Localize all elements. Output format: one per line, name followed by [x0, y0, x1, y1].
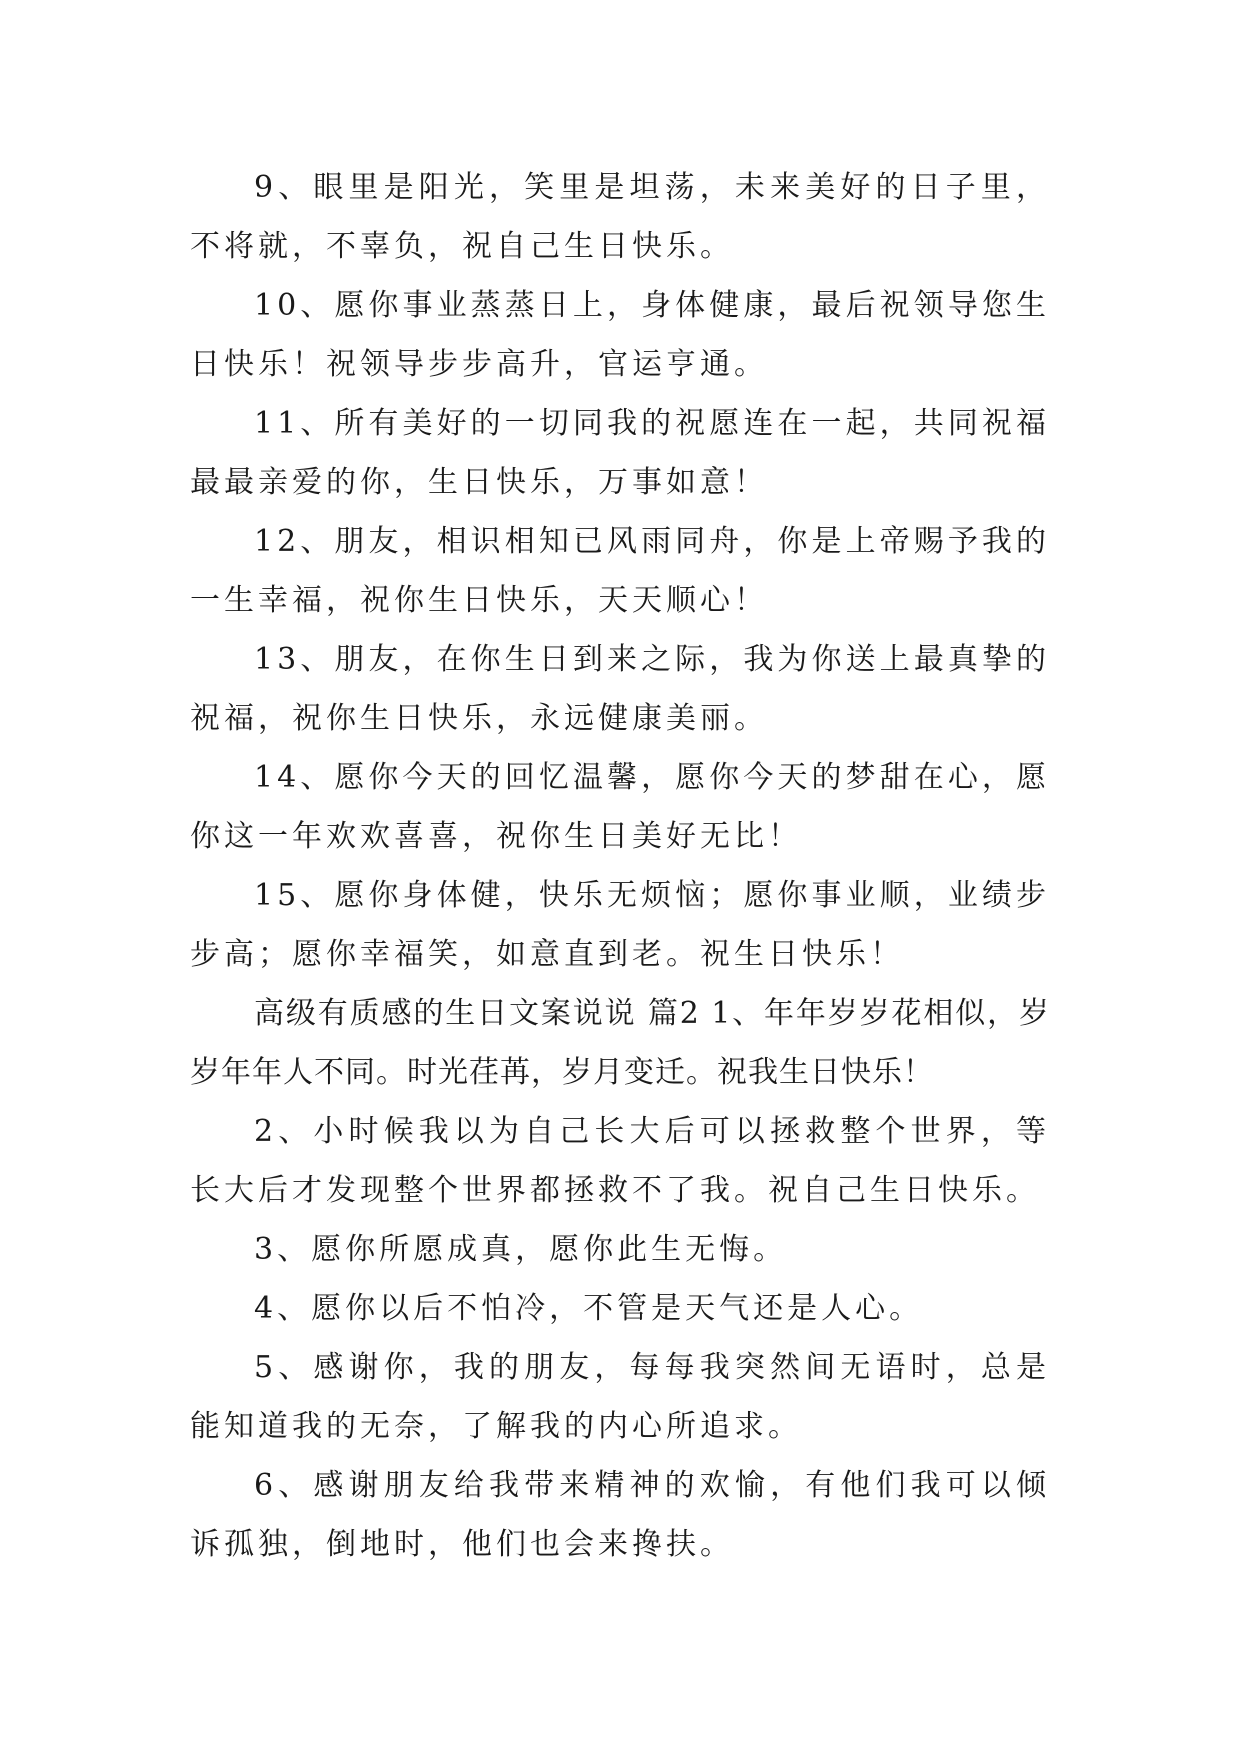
paragraph-14: 14、愿你今天的回忆温馨，愿你今天的梦甜在心，愿你这一年欢欢喜喜，祝你生日美好无比！: [190, 760, 1050, 854]
paragraph-4: 4、愿你以后不怕冷，不管是天气还是人心。: [254, 1291, 924, 1326]
paragraph-6: 6、感谢朋友给我带来精神的欢愉，有他们我可以倾诉孤独，倒地时，他们也会来搀扶。: [190, 1468, 1050, 1562]
section-heading-paragraph: 高级有质感的生日文案说说 篇2 1、年年岁岁花相似，岁岁年年人不同。时光荏苒，岁月变迁。祝我生日快乐！: [190, 996, 1050, 1090]
paragraph-10: 10、愿你事业蒸蒸日上，身体健康，最后祝领导您生日快乐！祝领导步步高升，官运亨通。: [190, 288, 1050, 382]
paragraph-12: 12、朋友，相识相知已风雨同舟，你是上帝赐予我的一生幸福，祝你生日快乐，天天顺心！: [190, 524, 1050, 618]
paragraph-13: 13、朋友，在你生日到来之际，我为你送上最真挚的祝福，祝你生日快乐，永远健康美丽。: [190, 642, 1050, 736]
paragraph-15: 15、愿你身体健，快乐无烦恼；愿你事业顺，业绩步步高；愿你幸福笑，如意直到老。祝生日快乐！: [190, 878, 1050, 972]
paragraph-3: 3、愿你所愿成真，愿你此生无悔。: [254, 1232, 788, 1267]
paragraph-5: 5、感谢你，我的朋友，每每我突然间无语时，总是能知道我的无奈，了解我的内心所追求。: [190, 1350, 1050, 1444]
paragraph-9: 9、眼里是阳光，笑里是坦荡，未来美好的日子里，不将就，不辜负，祝自己生日快乐。: [190, 170, 1050, 264]
document-body: [190, 158, 1050, 1574]
paragraph-2: 2、小时候我以为自己长大后可以拯救整个世界，等长大后才发现整个世界都拯救不了我。祝自己生日快乐。: [190, 1114, 1050, 1208]
paragraph-11: 11、所有美好的一切同我的祝愿连在一起，共同祝福最最亲爱的你，生日快乐，万事如意！: [190, 406, 1050, 500]
